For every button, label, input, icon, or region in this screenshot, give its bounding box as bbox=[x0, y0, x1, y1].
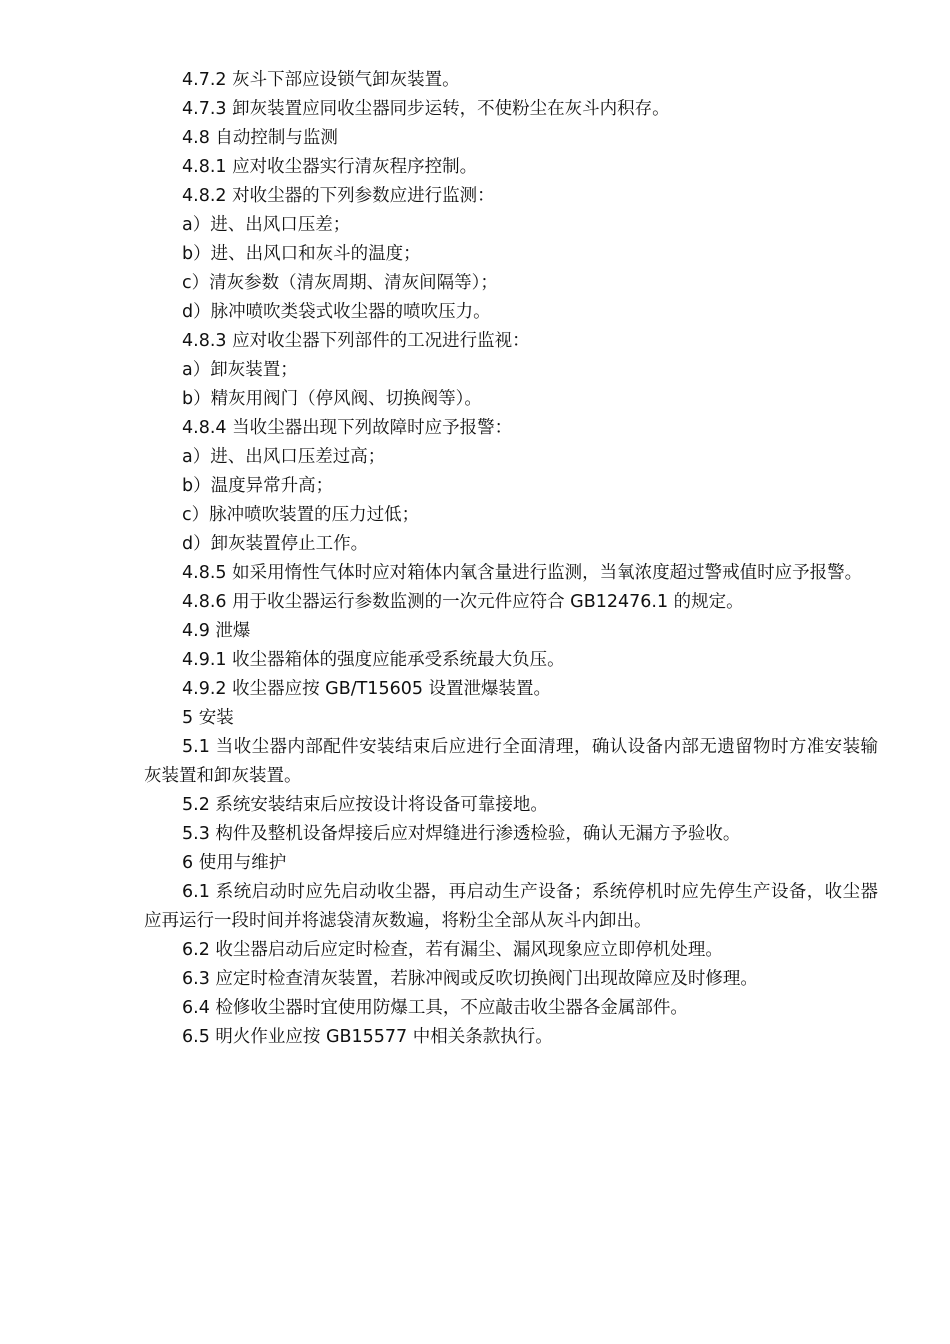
list-item: d）脉冲喷吹类袋式收尘器的喷吹压力。 bbox=[182, 302, 491, 322]
list-item: a）进、出风口压差过高； bbox=[182, 447, 386, 467]
paragraph-4-8-2: 4.8.2 对收尘器的下列参数应进行监测： bbox=[182, 186, 495, 206]
document-page bbox=[144, 66, 878, 1052]
paragraph-4-9-2: 4.9.2 收尘器应按 GB/T15605 设置泄爆装置。 bbox=[182, 679, 552, 699]
paragraph-6-5: 6.5 明火作业应按 GB15577 中相关条款执行。 bbox=[182, 1027, 553, 1047]
paragraph-5-3: 5.3 构件及整机设备焊接后应对焊缝进行渗透检验，确认无漏方予验收。 bbox=[182, 824, 741, 844]
paragraph-5-1: 5.1 当收尘器内部配件安装结束后应进行全面清理，确认设备内部无遗留物时方准安装输灰装置和卸灰装置。 bbox=[144, 737, 878, 786]
list-item: b）精灰用阀门（停风阀、切换阀等）。 bbox=[182, 389, 482, 409]
list-item: b）温度异常升高； bbox=[182, 476, 334, 496]
paragraph-4-8-6: 4.8.6 用于收尘器运行参数监测的一次元件应符合 GB12476.1 的规定。 bbox=[182, 592, 744, 612]
list-item: c）脉冲喷吹装置的压力过低； bbox=[182, 505, 420, 525]
list-item: c）清灰参数（清灰周期、清灰间隔等）； bbox=[182, 273, 498, 293]
paragraph-4-7-2: 4.7.2 灰斗下部应设锁气卸灰装置。 bbox=[182, 70, 460, 90]
paragraph-6-2: 6.2 收尘器启动后应定时检查，若有漏尘、漏风现象应立即停机处理。 bbox=[182, 940, 723, 960]
list-item: a）进、出风口压差； bbox=[182, 215, 351, 235]
heading-4-9: 4.9 泄爆 bbox=[182, 621, 251, 641]
paragraph-4-8-1: 4.8.1 应对收尘器实行清灰程序控制。 bbox=[182, 157, 478, 177]
paragraph-6-1: 6.1 系统启动时应先启动收尘器，再启动生产设备；系统停机时应先停生产设备，收尘器应再运行一段时间并将滤袋清灰数遍，将粉尘全部从灰斗内卸出。 bbox=[144, 882, 878, 931]
list-item: a）卸灰装置； bbox=[182, 360, 298, 380]
list-item: d）卸灰装置停止工作。 bbox=[182, 534, 369, 554]
paragraph-4-7-3: 4.7.3 卸灰装置应同收尘器同步运转，不使粉尘在灰斗内积存。 bbox=[182, 99, 670, 119]
paragraph-6-4: 6.4 检修收尘器时宜使用防爆工具，不应敲击收尘器各金属部件。 bbox=[182, 998, 688, 1018]
paragraph-4-8-3: 4.8.3 应对收尘器下列部件的工况进行监视： bbox=[182, 331, 530, 351]
paragraph-4-8-4: 4.8.4 当收尘器出现下列故障时应予报警： bbox=[182, 418, 513, 438]
heading-4-8: 4.8 自动控制与监测 bbox=[182, 128, 338, 148]
paragraph-4-9-1: 4.9.1 收尘器箱体的强度应能承受系统最大负压。 bbox=[182, 650, 565, 670]
paragraph-4-8-5: 4.8.5 如采用惰性气体时应对箱体内氧含量进行监测，当氧浓度超过警戒值时应予报警。 bbox=[182, 563, 863, 583]
paragraph-6-3: 6.3 应定时检查清灰装置，若脉冲阀或反吹切换阀门出现故障应及时修理。 bbox=[182, 969, 758, 989]
list-item: b）进、出风口和灰斗的温度； bbox=[182, 244, 421, 264]
paragraph-5-2: 5.2 系统安装结束后应按设计将设备可靠接地。 bbox=[182, 795, 548, 815]
heading-6: 6 使用与维护 bbox=[182, 853, 287, 873]
heading-5: 5 安装 bbox=[182, 708, 234, 728]
